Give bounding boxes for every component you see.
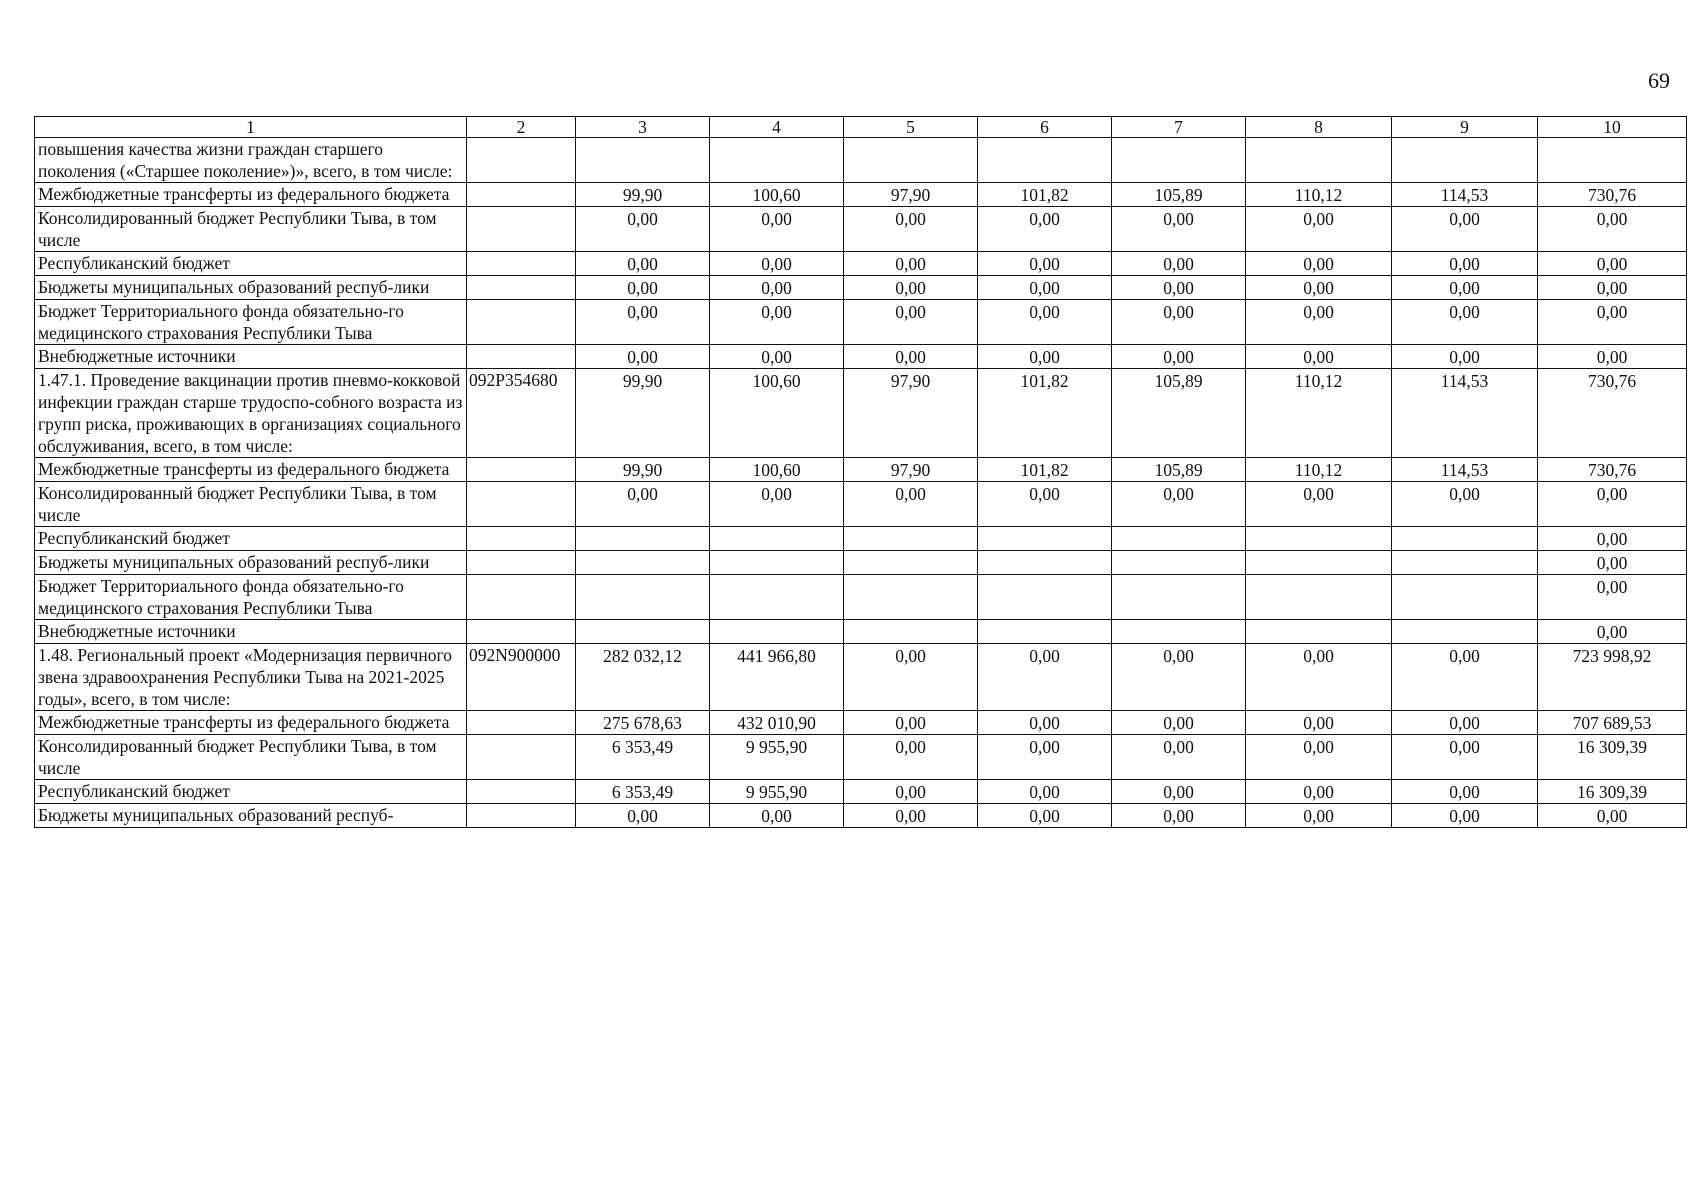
- row-name-cell: Республиканский бюджет: [35, 780, 467, 804]
- value-cell-col-3: 0,00: [576, 276, 710, 300]
- value-cell-col-8: [1246, 575, 1392, 620]
- value-cell-col-8: [1246, 527, 1392, 551]
- value-cell-col-9: 0,00: [1392, 482, 1538, 527]
- value-cell-col-6: 101,82: [978, 458, 1112, 482]
- value-cell-col-3: 0,00: [576, 207, 710, 252]
- value-cell-col-10: 0,00: [1538, 252, 1687, 276]
- column-header-7: 7: [1112, 117, 1246, 138]
- column-header-3: 3: [576, 117, 710, 138]
- value-cell-col-10: 707 689,53: [1538, 711, 1687, 735]
- value-cell-col-6: 0,00: [978, 252, 1112, 276]
- table-row: [35, 138, 1687, 183]
- value-cell-col-5: 97,90: [844, 369, 978, 458]
- value-cell-col-4: 0,00: [710, 482, 844, 527]
- value-cell-col-6: [978, 551, 1112, 575]
- row-code-cell: [467, 300, 576, 345]
- value-cell-col-5: [844, 551, 978, 575]
- value-cell-col-5: 97,90: [844, 458, 978, 482]
- value-cell-col-6: 0,00: [978, 276, 1112, 300]
- value-cell-col-9: 0,00: [1392, 804, 1538, 828]
- table-row: [35, 711, 1687, 735]
- row-name-cell: Бюджеты муниципальных образований респуб-лики: [35, 551, 467, 575]
- value-cell-col-10: 0,00: [1538, 300, 1687, 345]
- value-cell-col-7: 0,00: [1112, 300, 1246, 345]
- value-cell-col-3: 0,00: [576, 804, 710, 828]
- value-cell-col-3: 0,00: [576, 300, 710, 345]
- value-cell-col-5: 0,00: [844, 345, 978, 369]
- value-cell-col-7: 0,00: [1112, 252, 1246, 276]
- value-cell-col-10: 723 998,92: [1538, 644, 1687, 711]
- value-cell-col-10: 0,00: [1538, 804, 1687, 828]
- value-cell-col-7: 0,00: [1112, 780, 1246, 804]
- row-name-cell: Внебюджетные источники: [35, 345, 467, 369]
- table-row: [35, 345, 1687, 369]
- value-cell-col-7: 105,89: [1112, 458, 1246, 482]
- value-cell-col-3: 6 353,49: [576, 735, 710, 780]
- value-cell-col-8: 0,00: [1246, 252, 1392, 276]
- value-cell-col-9: [1392, 527, 1538, 551]
- value-cell-col-9: 114,53: [1392, 369, 1538, 458]
- row-code-cell: [467, 711, 576, 735]
- row-name-cell: Межбюджетные трансферты из федерального бюджета: [35, 458, 467, 482]
- value-cell-col-7: 0,00: [1112, 804, 1246, 828]
- value-cell-col-6: 0,00: [978, 207, 1112, 252]
- table-row: [35, 252, 1687, 276]
- value-cell-col-8: 0,00: [1246, 345, 1392, 369]
- value-cell-col-5: [844, 138, 978, 183]
- column-header-10: 10: [1538, 117, 1687, 138]
- value-cell-col-4: 441 966,80: [710, 644, 844, 711]
- budget-table: [34, 116, 1687, 828]
- value-cell-col-3: 6 353,49: [576, 780, 710, 804]
- value-cell-col-9: [1392, 138, 1538, 183]
- row-code-cell: [467, 482, 576, 527]
- row-code-cell: [467, 458, 576, 482]
- row-name-cell: 1.48. Региональный проект «Модернизация первичного звена здравоохранения Республики Тыва на 2021-2025 годы», всего, в том числе:: [35, 644, 467, 711]
- value-cell-col-4: 9 955,90: [710, 735, 844, 780]
- value-cell-col-4: [710, 620, 844, 644]
- value-cell-col-3: [576, 138, 710, 183]
- row-code-cell: [467, 780, 576, 804]
- value-cell-col-7: 0,00: [1112, 207, 1246, 252]
- value-cell-col-9: [1392, 575, 1538, 620]
- value-cell-col-6: [978, 527, 1112, 551]
- table-row: [35, 620, 1687, 644]
- value-cell-col-9: 0,00: [1392, 644, 1538, 711]
- value-cell-col-10: 0,00: [1538, 207, 1687, 252]
- row-code-cell: [467, 575, 576, 620]
- value-cell-col-10: 0,00: [1538, 551, 1687, 575]
- value-cell-col-6: 0,00: [978, 735, 1112, 780]
- value-cell-col-10: 0,00: [1538, 527, 1687, 551]
- row-code-cell: [467, 345, 576, 369]
- row-name-cell: Республиканский бюджет: [35, 252, 467, 276]
- value-cell-col-6: 101,82: [978, 369, 1112, 458]
- column-header-4: 4: [710, 117, 844, 138]
- value-cell-col-7: 0,00: [1112, 345, 1246, 369]
- value-cell-col-5: 0,00: [844, 735, 978, 780]
- value-cell-col-10: 730,76: [1538, 458, 1687, 482]
- value-cell-col-8: [1246, 551, 1392, 575]
- value-cell-col-7: 0,00: [1112, 482, 1246, 527]
- column-header-2: 2: [467, 117, 576, 138]
- table-row: [35, 527, 1687, 551]
- value-cell-col-5: 0,00: [844, 482, 978, 527]
- value-cell-col-5: 0,00: [844, 276, 978, 300]
- value-cell-col-8: 0,00: [1246, 300, 1392, 345]
- column-header-5: 5: [844, 117, 978, 138]
- value-cell-col-8: 0,00: [1246, 207, 1392, 252]
- value-cell-col-8: 0,00: [1246, 276, 1392, 300]
- value-cell-col-3: 0,00: [576, 482, 710, 527]
- row-code-cell: [467, 207, 576, 252]
- value-cell-col-5: [844, 620, 978, 644]
- row-name-cell: Внебюджетные источники: [35, 620, 467, 644]
- value-cell-col-3: 99,90: [576, 458, 710, 482]
- value-cell-col-7: 0,00: [1112, 735, 1246, 780]
- value-cell-col-10: 16 309,39: [1538, 780, 1687, 804]
- table-row: [35, 276, 1687, 300]
- row-name-cell: повышения качества жизни граждан старшего поколения («Старшее поколение»)», всего, в том числе:: [35, 138, 467, 183]
- row-code-cell: [467, 183, 576, 207]
- value-cell-col-8: [1246, 620, 1392, 644]
- value-cell-col-3: 99,90: [576, 183, 710, 207]
- value-cell-col-6: 0,00: [978, 644, 1112, 711]
- row-code-cell: [467, 735, 576, 780]
- value-cell-col-10: 0,00: [1538, 575, 1687, 620]
- value-cell-col-7: 0,00: [1112, 711, 1246, 735]
- value-cell-col-10: 0,00: [1538, 620, 1687, 644]
- value-cell-col-5: [844, 575, 978, 620]
- value-cell-col-7: [1112, 551, 1246, 575]
- row-name-cell: Консолидированный бюджет Республики Тыва, в том числе: [35, 735, 467, 780]
- value-cell-col-9: [1392, 620, 1538, 644]
- row-name-cell: Бюджеты муниципальных образований респуб-: [35, 804, 467, 828]
- table-row: [35, 551, 1687, 575]
- value-cell-col-3: 99,90: [576, 369, 710, 458]
- value-cell-col-8: 110,12: [1246, 369, 1392, 458]
- value-cell-col-3: 282 032,12: [576, 644, 710, 711]
- value-cell-col-8: [1246, 138, 1392, 183]
- table-row: [35, 458, 1687, 482]
- value-cell-col-6: [978, 138, 1112, 183]
- value-cell-col-5: 0,00: [844, 252, 978, 276]
- value-cell-col-10: 0,00: [1538, 276, 1687, 300]
- value-cell-col-8: 0,00: [1246, 780, 1392, 804]
- value-cell-col-4: 0,00: [710, 207, 844, 252]
- row-code-cell: 092P354680: [467, 369, 576, 458]
- value-cell-col-3: [576, 620, 710, 644]
- value-cell-col-8: 110,12: [1246, 183, 1392, 207]
- column-header-9: 9: [1392, 117, 1538, 138]
- value-cell-col-4: 0,00: [710, 252, 844, 276]
- table-row: [35, 804, 1687, 828]
- value-cell-col-4: [710, 527, 844, 551]
- value-cell-col-5: 0,00: [844, 207, 978, 252]
- value-cell-col-9: 114,53: [1392, 458, 1538, 482]
- row-name-cell: Бюджет Территориального фонда обязательно-го медицинского страхования Республики Тыва: [35, 300, 467, 345]
- value-cell-col-9: 0,00: [1392, 276, 1538, 300]
- row-code-cell: [467, 276, 576, 300]
- value-cell-col-9: 0,00: [1392, 345, 1538, 369]
- value-cell-col-5: 97,90: [844, 183, 978, 207]
- value-cell-col-5: [844, 527, 978, 551]
- value-cell-col-10: 16 309,39: [1538, 735, 1687, 780]
- value-cell-col-7: 0,00: [1112, 276, 1246, 300]
- value-cell-col-5: 0,00: [844, 644, 978, 711]
- value-cell-col-9: 0,00: [1392, 735, 1538, 780]
- value-cell-col-9: 0,00: [1392, 780, 1538, 804]
- row-name-cell: Консолидированный бюджет Республики Тыва, в том числе: [35, 482, 467, 527]
- row-code-cell: [467, 551, 576, 575]
- value-cell-col-3: [576, 575, 710, 620]
- value-cell-col-9: 0,00: [1392, 300, 1538, 345]
- value-cell-col-6: 101,82: [978, 183, 1112, 207]
- value-cell-col-5: 0,00: [844, 300, 978, 345]
- budget-table-body: [35, 138, 1687, 828]
- value-cell-col-3: 0,00: [576, 252, 710, 276]
- value-cell-col-8: 0,00: [1246, 735, 1392, 780]
- row-code-cell: [467, 138, 576, 183]
- row-code-cell: [467, 252, 576, 276]
- value-cell-col-9: 0,00: [1392, 711, 1538, 735]
- value-cell-col-3: 0,00: [576, 345, 710, 369]
- value-cell-col-4: [710, 138, 844, 183]
- row-name-cell: Межбюджетные трансферты из федерального бюджета: [35, 183, 467, 207]
- value-cell-col-4: 0,00: [710, 300, 844, 345]
- row-code-cell: [467, 527, 576, 551]
- value-cell-col-6: 0,00: [978, 780, 1112, 804]
- value-cell-col-8: 0,00: [1246, 711, 1392, 735]
- table-row: [35, 183, 1687, 207]
- value-cell-col-4: 9 955,90: [710, 780, 844, 804]
- value-cell-col-4: [710, 575, 844, 620]
- value-cell-col-7: [1112, 138, 1246, 183]
- column-header-1: 1: [35, 117, 467, 138]
- value-cell-col-10: 0,00: [1538, 345, 1687, 369]
- value-cell-col-3: [576, 527, 710, 551]
- value-cell-col-5: 0,00: [844, 711, 978, 735]
- value-cell-col-4: 432 010,90: [710, 711, 844, 735]
- value-cell-col-10: 730,76: [1538, 183, 1687, 207]
- value-cell-col-4: 0,00: [710, 804, 844, 828]
- value-cell-col-9: 0,00: [1392, 207, 1538, 252]
- value-cell-col-7: 105,89: [1112, 369, 1246, 458]
- value-cell-col-8: 0,00: [1246, 804, 1392, 828]
- table-row: [35, 207, 1687, 252]
- value-cell-col-4: 100,60: [710, 183, 844, 207]
- row-name-cell: Межбюджетные трансферты из федерального бюджета: [35, 711, 467, 735]
- table-row: [35, 575, 1687, 620]
- column-header-6: 6: [978, 117, 1112, 138]
- value-cell-col-4: 100,60: [710, 458, 844, 482]
- value-cell-col-8: 110,12: [1246, 458, 1392, 482]
- value-cell-col-7: 105,89: [1112, 183, 1246, 207]
- value-cell-col-6: 0,00: [978, 804, 1112, 828]
- value-cell-col-5: 0,00: [844, 780, 978, 804]
- value-cell-col-7: [1112, 575, 1246, 620]
- value-cell-col-7: 0,00: [1112, 644, 1246, 711]
- table-row: [35, 482, 1687, 527]
- value-cell-col-4: 0,00: [710, 276, 844, 300]
- page-number: 69: [1648, 68, 1670, 93]
- value-cell-col-6: 0,00: [978, 711, 1112, 735]
- value-cell-col-3: [576, 551, 710, 575]
- value-cell-col-7: [1112, 527, 1246, 551]
- row-name-cell: Консолидированный бюджет Республики Тыва, в том числе: [35, 207, 467, 252]
- value-cell-col-9: 114,53: [1392, 183, 1538, 207]
- row-code-cell: 092N900000: [467, 644, 576, 711]
- value-cell-col-10: 0,00: [1538, 482, 1687, 527]
- value-cell-col-9: 0,00: [1392, 252, 1538, 276]
- value-cell-col-8: 0,00: [1246, 482, 1392, 527]
- row-name-cell: Бюджеты муниципальных образований респуб-лики: [35, 276, 467, 300]
- value-cell-col-6: 0,00: [978, 482, 1112, 527]
- value-cell-col-6: [978, 575, 1112, 620]
- value-cell-col-6: 0,00: [978, 300, 1112, 345]
- column-number-row: [35, 117, 1687, 138]
- table-row: [35, 735, 1687, 780]
- row-name-cell: Бюджет Территориального фонда обязательно-го медицинского страхования Республики Тыва: [35, 575, 467, 620]
- value-cell-col-4: 0,00: [710, 345, 844, 369]
- table-row: [35, 300, 1687, 345]
- row-name-cell: Республиканский бюджет: [35, 527, 467, 551]
- table-row: [35, 644, 1687, 711]
- value-cell-col-10: 730,76: [1538, 369, 1687, 458]
- value-cell-col-3: 275 678,63: [576, 711, 710, 735]
- value-cell-col-6: [978, 620, 1112, 644]
- table-row: [35, 780, 1687, 804]
- table-row: [35, 369, 1687, 458]
- row-name-cell: 1.47.1. Проведение вакцинации против пневмо-кокковой инфекции граждан старше трудоспо-собного возраста из групп риска, проживающих в организациях социального обслуживания, всего, в том числе:: [35, 369, 467, 458]
- value-cell-col-4: [710, 551, 844, 575]
- value-cell-col-6: 0,00: [978, 345, 1112, 369]
- row-code-cell: [467, 804, 576, 828]
- value-cell-col-9: [1392, 551, 1538, 575]
- column-header-8: 8: [1246, 117, 1392, 138]
- value-cell-col-8: 0,00: [1246, 644, 1392, 711]
- value-cell-col-5: 0,00: [844, 804, 978, 828]
- value-cell-col-4: 100,60: [710, 369, 844, 458]
- value-cell-col-7: [1112, 620, 1246, 644]
- row-code-cell: [467, 620, 576, 644]
- value-cell-col-10: [1538, 138, 1687, 183]
